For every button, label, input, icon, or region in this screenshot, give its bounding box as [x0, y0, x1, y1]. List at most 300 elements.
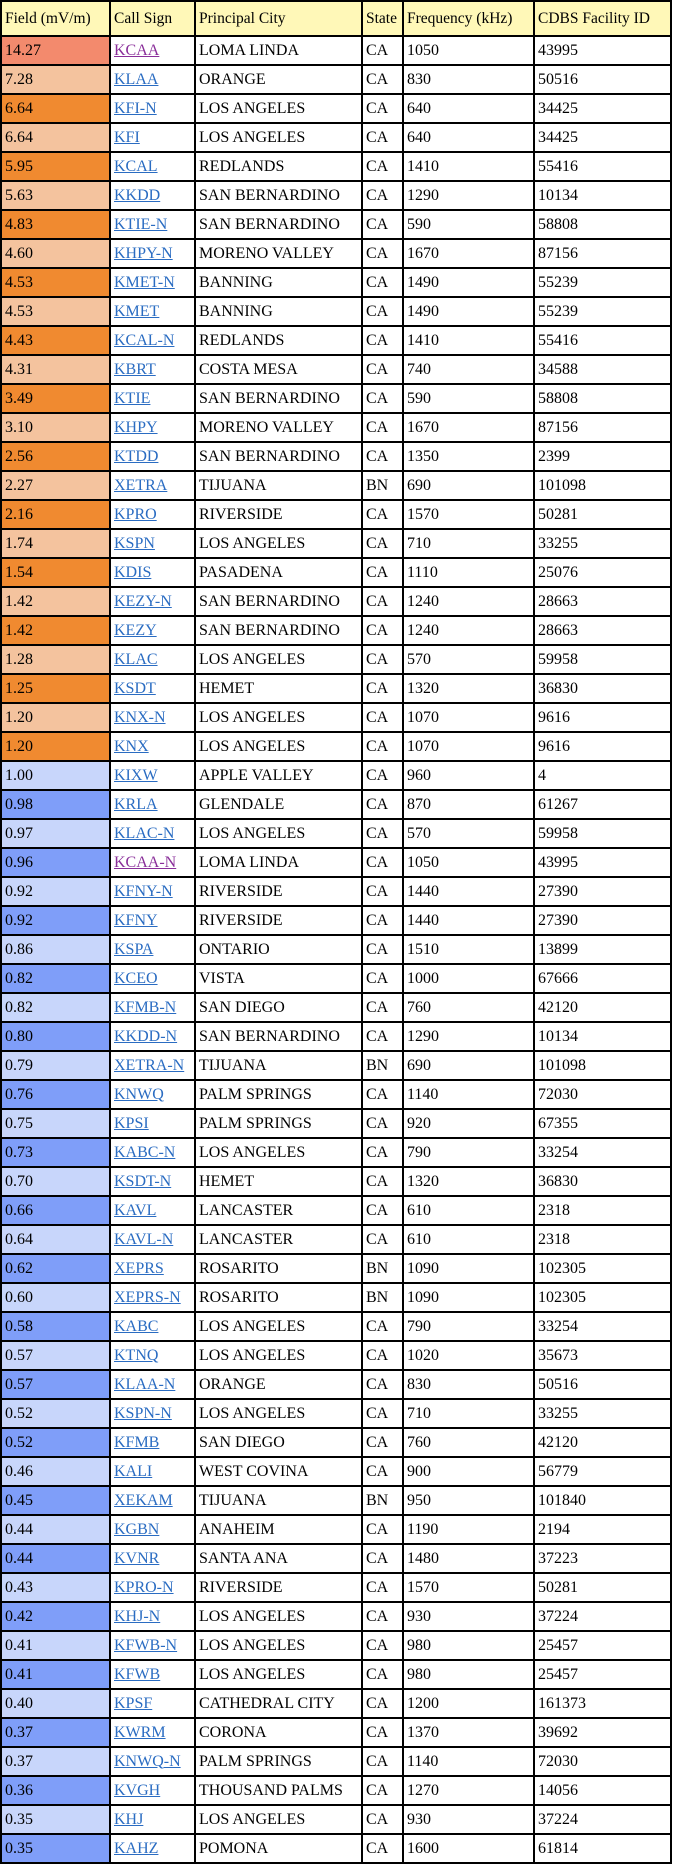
call-sign-link[interactable]: KFWB [114, 1665, 161, 1683]
state-cell: CA [362, 1834, 403, 1863]
call-sign-cell [110, 645, 195, 674]
frequency-cell: 830 [403, 1370, 534, 1399]
table-row [1, 210, 671, 239]
call-sign-cell [110, 94, 195, 123]
table-row [1, 1196, 671, 1225]
state-cell: CA [362, 1428, 403, 1457]
call-sign-link[interactable]: KDIS [114, 563, 152, 581]
state-cell: CA [362, 906, 403, 935]
cdbs-facility-id-cell: 87156 [534, 239, 671, 268]
call-sign-cell [110, 993, 195, 1022]
principal-city-cell: REDLANDS [195, 152, 362, 181]
frequency-cell: 1510 [403, 935, 534, 964]
state-cell: CA [362, 210, 403, 239]
principal-city-cell: RIVERSIDE [195, 500, 362, 529]
call-sign-link[interactable]: KPSI [114, 1114, 149, 1132]
field-strength-cell: 6.64 [1, 94, 110, 123]
call-sign-link[interactable]: KRLA [114, 795, 158, 813]
call-sign-link[interactable]: KAVL [114, 1201, 157, 1219]
frequency-cell: 1050 [403, 848, 534, 877]
call-sign-link[interactable]: KNWQ [114, 1085, 164, 1103]
frequency-cell: 1290 [403, 181, 534, 210]
state-cell: CA [362, 616, 403, 645]
table-row [1, 1167, 671, 1196]
frequency-cell: 1320 [403, 1167, 534, 1196]
call-sign-link[interactable]: XETRA [114, 476, 168, 494]
field-strength-cell: 0.40 [1, 1689, 110, 1718]
principal-city-cell: RIVERSIDE [195, 1573, 362, 1602]
call-sign-cell [110, 442, 195, 471]
principal-city-cell: LOS ANGELES [195, 1602, 362, 1631]
cdbs-facility-id-cell: 55416 [534, 152, 671, 181]
frequency-cell: 590 [403, 384, 534, 413]
table-row [1, 1486, 671, 1515]
call-sign-link[interactable]: KGBN [114, 1520, 160, 1538]
call-sign-link[interactable]: KHJ [114, 1810, 144, 1828]
table-row [1, 761, 671, 790]
frequency-cell: 1570 [403, 500, 534, 529]
call-sign-cell [110, 1312, 195, 1341]
field-strength-cell: 0.43 [1, 1573, 110, 1602]
call-sign-cell [110, 1660, 195, 1689]
field-strength-cell: 3.49 [1, 384, 110, 413]
call-sign-link[interactable]: XEPRS-N [114, 1288, 181, 1306]
call-sign-link[interactable]: KAHZ [114, 1839, 159, 1857]
call-sign-link[interactable]: KPRO [114, 505, 157, 523]
cdbs-facility-id-cell: 72030 [534, 1080, 671, 1109]
frequency-cell: 930 [403, 1602, 534, 1631]
principal-city-cell: SAN BERNARDINO [195, 616, 362, 645]
call-sign-cell [110, 1428, 195, 1457]
table-row [1, 471, 671, 500]
principal-city-cell: APPLE VALLEY [195, 761, 362, 790]
field-strength-cell: 0.92 [1, 877, 110, 906]
field-strength-cell: 1.42 [1, 587, 110, 616]
principal-city-cell: POMONA [195, 1834, 362, 1863]
call-sign-link[interactable]: KTIE [114, 389, 151, 407]
principal-city-cell: ORANGE [195, 1370, 362, 1399]
frequency-cell: 830 [403, 65, 534, 94]
call-sign-cell [110, 65, 195, 94]
call-sign-link[interactable]: KFNY-N [114, 882, 173, 900]
cdbs-facility-id-cell: 39692 [534, 1718, 671, 1747]
field-strength-cell: 0.66 [1, 1196, 110, 1225]
table-row [1, 1283, 671, 1312]
principal-city-cell: THOUSAND PALMS [195, 1776, 362, 1805]
frequency-cell: 760 [403, 993, 534, 1022]
state-cell: CA [362, 36, 403, 65]
table-row [1, 1573, 671, 1602]
principal-city-cell: SAN DIEGO [195, 993, 362, 1022]
cdbs-facility-id-cell: 10134 [534, 181, 671, 210]
call-sign-link[interactable]: KLAC-N [114, 824, 175, 842]
frequency-cell: 1200 [403, 1689, 534, 1718]
cdbs-facility-id-cell: 37223 [534, 1544, 671, 1573]
field-strength-cell: 0.60 [1, 1283, 110, 1312]
frequency-cell: 1140 [403, 1080, 534, 1109]
header-frequency: Frequency (kHz) [403, 1, 534, 36]
call-sign-cell [110, 471, 195, 500]
state-cell: CA [362, 442, 403, 471]
principal-city-cell: LOS ANGELES [195, 819, 362, 848]
cdbs-facility-id-cell: 101098 [534, 471, 671, 500]
table-row [1, 935, 671, 964]
frequency-cell: 1350 [403, 442, 534, 471]
call-sign-cell [110, 123, 195, 152]
call-sign-cell [110, 297, 195, 326]
frequency-cell: 640 [403, 123, 534, 152]
frequency-cell: 590 [403, 210, 534, 239]
state-cell: CA [362, 297, 403, 326]
frequency-cell: 960 [403, 761, 534, 790]
state-cell: CA [362, 268, 403, 297]
principal-city-cell: ANAHEIM [195, 1515, 362, 1544]
cdbs-facility-id-cell: 61267 [534, 790, 671, 819]
principal-city-cell: MORENO VALLEY [195, 413, 362, 442]
call-sign-link[interactable]: XETRA-N [114, 1056, 185, 1074]
field-strength-cell: 2.27 [1, 471, 110, 500]
cdbs-facility-id-cell: 161373 [534, 1689, 671, 1718]
field-strength-cell: 1.25 [1, 674, 110, 703]
field-strength-cell: 4.60 [1, 239, 110, 268]
principal-city-cell: LANCASTER [195, 1225, 362, 1254]
state-cell: CA [362, 1138, 403, 1167]
state-cell: CA [362, 326, 403, 355]
call-sign-link[interactable]: KHPY [114, 418, 158, 436]
cdbs-facility-id-cell: 67666 [534, 964, 671, 993]
call-sign-cell [110, 413, 195, 442]
field-strength-cell: 0.35 [1, 1805, 110, 1834]
call-sign-link[interactable]: KFNY [114, 911, 158, 929]
table-row [1, 442, 671, 471]
field-strength-cell: 0.52 [1, 1428, 110, 1457]
cdbs-facility-id-cell: 36830 [534, 1167, 671, 1196]
call-sign-link[interactable]: KEZY [114, 621, 157, 639]
frequency-cell: 690 [403, 1051, 534, 1080]
call-sign-cell [110, 732, 195, 761]
field-strength-cell: 0.45 [1, 1486, 110, 1515]
field-strength-cell: 4.83 [1, 210, 110, 239]
principal-city-cell: LOMA LINDA [195, 848, 362, 877]
table-row [1, 297, 671, 326]
frequency-cell: 1670 [403, 239, 534, 268]
field-strength-cell: 0.42 [1, 1602, 110, 1631]
frequency-cell: 1110 [403, 558, 534, 587]
call-sign-link[interactable]: KTNQ [114, 1346, 159, 1364]
field-strength-cell: 0.70 [1, 1167, 110, 1196]
frequency-cell: 710 [403, 1399, 534, 1428]
state-cell: CA [362, 1689, 403, 1718]
table-row [1, 1399, 671, 1428]
call-sign-link[interactable]: KSPN [114, 534, 155, 552]
call-sign-link[interactable]: KFMB-N [114, 998, 177, 1016]
field-strength-cell: 0.62 [1, 1254, 110, 1283]
cdbs-facility-id-cell: 72030 [534, 1747, 671, 1776]
state-cell: CA [362, 1341, 403, 1370]
frequency-cell: 790 [403, 1138, 534, 1167]
principal-city-cell: ONTARIO [195, 935, 362, 964]
frequency-cell: 1490 [403, 297, 534, 326]
call-sign-link[interactable]: KAVL-N [114, 1230, 174, 1248]
frequency-cell: 1140 [403, 1747, 534, 1776]
call-sign-cell [110, 1370, 195, 1399]
state-cell: BN [362, 1254, 403, 1283]
call-sign-cell [110, 1196, 195, 1225]
cdbs-facility-id-cell: 36830 [534, 674, 671, 703]
call-sign-link[interactable]: KCAL [114, 157, 158, 175]
call-sign-link[interactable]: KLAA [114, 70, 159, 88]
principal-city-cell: BANNING [195, 297, 362, 326]
call-sign-link[interactable]: KSPN-N [114, 1404, 172, 1422]
call-sign-link[interactable]: KPRO-N [114, 1578, 174, 1596]
cdbs-facility-id-cell: 101098 [534, 1051, 671, 1080]
principal-city-cell: PALM SPRINGS [195, 1747, 362, 1776]
cdbs-facility-id-cell: 58808 [534, 210, 671, 239]
field-strength-cell: 2.56 [1, 442, 110, 471]
cdbs-facility-id-cell: 61814 [534, 1834, 671, 1863]
call-sign-cell [110, 1254, 195, 1283]
call-sign-cell [110, 558, 195, 587]
table-row [1, 529, 671, 558]
cdbs-facility-id-cell: 34425 [534, 123, 671, 152]
cdbs-facility-id-cell: 2194 [534, 1515, 671, 1544]
call-sign-link[interactable]: XEKAM [114, 1491, 173, 1509]
table-row [1, 1776, 671, 1805]
state-cell: CA [362, 1544, 403, 1573]
field-strength-cell: 1.74 [1, 529, 110, 558]
table-row [1, 877, 671, 906]
state-cell: CA [362, 1660, 403, 1689]
principal-city-cell: SAN BERNARDINO [195, 210, 362, 239]
principal-city-cell: LOS ANGELES [195, 1660, 362, 1689]
cdbs-facility-id-cell: 9616 [534, 703, 671, 732]
state-cell: CA [362, 1718, 403, 1747]
call-sign-link[interactable]: KABC [114, 1317, 159, 1335]
state-cell: CA [362, 1573, 403, 1602]
table-row [1, 1544, 671, 1573]
call-sign-link[interactable]: KPSF [114, 1694, 153, 1712]
field-strength-cell: 4.53 [1, 268, 110, 297]
frequency-cell: 950 [403, 1486, 534, 1515]
call-sign-cell [110, 790, 195, 819]
call-sign-link[interactable]: KWRM [114, 1723, 166, 1741]
state-cell: CA [362, 877, 403, 906]
principal-city-cell: WEST COVINA [195, 1457, 362, 1486]
call-sign-link[interactable]: KTIE-N [114, 215, 168, 233]
call-sign-link[interactable]: KSDT-N [114, 1172, 172, 1190]
call-sign-link[interactable]: KLAA-N [114, 1375, 176, 1393]
state-cell: CA [362, 355, 403, 384]
cdbs-facility-id-cell: 43995 [534, 36, 671, 65]
field-strength-cell: 0.57 [1, 1370, 110, 1399]
call-sign-cell [110, 181, 195, 210]
call-sign-link[interactable]: XEPRS [114, 1259, 164, 1277]
table-row [1, 268, 671, 297]
frequency-cell: 610 [403, 1225, 534, 1254]
cdbs-facility-id-cell: 13899 [534, 935, 671, 964]
table-row [1, 993, 671, 1022]
cdbs-facility-id-cell: 102305 [534, 1254, 671, 1283]
principal-city-cell: PALM SPRINGS [195, 1109, 362, 1138]
principal-city-cell: ORANGE [195, 65, 362, 94]
call-sign-link[interactable]: KVNR [114, 1549, 160, 1567]
cdbs-facility-id-cell: 43995 [534, 848, 671, 877]
principal-city-cell: LOS ANGELES [195, 123, 362, 152]
call-sign-link[interactable]: KKDD-N [114, 1027, 178, 1045]
state-cell: CA [362, 1370, 403, 1399]
field-strength-cell: 2.16 [1, 500, 110, 529]
call-sign-cell [110, 1399, 195, 1428]
principal-city-cell: LOS ANGELES [195, 529, 362, 558]
state-cell: BN [362, 1283, 403, 1312]
call-sign-link[interactable]: KNX-N [114, 708, 166, 726]
state-cell: CA [362, 1225, 403, 1254]
table-row [1, 94, 671, 123]
frequency-cell: 570 [403, 645, 534, 674]
field-strength-cell: 5.95 [1, 152, 110, 181]
call-sign-cell [110, 36, 195, 65]
state-cell: CA [362, 761, 403, 790]
frequency-cell: 1410 [403, 152, 534, 181]
call-sign-link[interactable]: KSPA [114, 940, 154, 958]
principal-city-cell: REDLANDS [195, 326, 362, 355]
call-sign-link[interactable]: KEZY-N [114, 592, 172, 610]
principal-city-cell: SAN BERNARDINO [195, 442, 362, 471]
frequency-cell: 1480 [403, 1544, 534, 1573]
call-sign-cell [110, 935, 195, 964]
table-row [1, 1834, 671, 1863]
state-cell: CA [362, 1805, 403, 1834]
state-cell: CA [362, 1602, 403, 1631]
state-cell: CA [362, 587, 403, 616]
cdbs-facility-id-cell: 28663 [534, 587, 671, 616]
call-sign-link[interactable]: KVGH [114, 1781, 161, 1799]
principal-city-cell: TIJUANA [195, 471, 362, 500]
table-row [1, 1080, 671, 1109]
call-sign-cell [110, 819, 195, 848]
field-strength-cell: 7.28 [1, 65, 110, 94]
principal-city-cell: SAN BERNARDINO [195, 181, 362, 210]
field-strength-cell: 0.36 [1, 1776, 110, 1805]
call-sign-cell [110, 500, 195, 529]
cdbs-facility-id-cell: 59958 [534, 645, 671, 674]
state-cell: CA [362, 1109, 403, 1138]
call-sign-cell [110, 529, 195, 558]
call-sign-link[interactable]: KNX [114, 737, 149, 755]
state-cell: CA [362, 1167, 403, 1196]
state-cell: CA [362, 1022, 403, 1051]
call-sign-link[interactable]: KNWQ-N [114, 1752, 181, 1770]
principal-city-cell: SAN BERNARDINO [195, 384, 362, 413]
frequency-cell: 1240 [403, 587, 534, 616]
call-sign-link[interactable]: KMET-N [114, 273, 175, 291]
frequency-cell: 1290 [403, 1022, 534, 1051]
cdbs-facility-id-cell: 14056 [534, 1776, 671, 1805]
state-cell: CA [362, 1747, 403, 1776]
call-sign-link[interactable]: KCEO [114, 969, 158, 987]
call-sign-link[interactable]: KMET [114, 302, 160, 320]
frequency-cell: 760 [403, 1428, 534, 1457]
principal-city-cell: TIJUANA [195, 1486, 362, 1515]
call-sign-cell [110, 1051, 195, 1080]
field-strength-cell: 3.10 [1, 413, 110, 442]
field-strength-cell: 0.44 [1, 1544, 110, 1573]
call-sign-link[interactable]: KCAA [114, 41, 160, 59]
call-sign-link[interactable]: KABC-N [114, 1143, 176, 1161]
table-row [1, 1689, 671, 1718]
table-row [1, 355, 671, 384]
call-sign-link[interactable]: KHJ-N [114, 1607, 161, 1625]
call-sign-cell [110, 964, 195, 993]
frequency-cell: 1090 [403, 1283, 534, 1312]
table-row [1, 413, 671, 442]
cdbs-facility-id-cell: 4 [534, 761, 671, 790]
state-cell: CA [362, 1399, 403, 1428]
call-sign-cell [110, 1573, 195, 1602]
field-strength-cell: 0.75 [1, 1109, 110, 1138]
call-sign-link[interactable]: KKDD [114, 186, 161, 204]
principal-city-cell: RIVERSIDE [195, 877, 362, 906]
call-sign-cell [110, 1776, 195, 1805]
state-cell: CA [362, 790, 403, 819]
cdbs-facility-id-cell: 37224 [534, 1805, 671, 1834]
field-strength-cell: 6.64 [1, 123, 110, 152]
table-row [1, 1109, 671, 1138]
call-sign-link[interactable]: KALI [114, 1462, 153, 1480]
call-sign-link[interactable]: KFI [114, 128, 140, 146]
call-sign-cell [110, 268, 195, 297]
call-sign-cell [110, 616, 195, 645]
call-sign-cell [110, 848, 195, 877]
call-sign-link[interactable]: KLAC [114, 650, 158, 668]
call-sign-cell [110, 152, 195, 181]
cdbs-facility-id-cell: 33254 [534, 1138, 671, 1167]
cdbs-facility-id-cell: 2318 [534, 1225, 671, 1254]
call-sign-link[interactable]: KCAL-N [114, 331, 175, 349]
frequency-cell: 900 [403, 1457, 534, 1486]
table-row [1, 616, 671, 645]
call-sign-link[interactable]: KSDT [114, 679, 156, 697]
principal-city-cell: ROSARITO [195, 1283, 362, 1312]
table-row [1, 65, 671, 94]
cdbs-facility-id-cell: 50281 [534, 500, 671, 529]
call-sign-link[interactable]: KFI-N [114, 99, 157, 117]
call-sign-link[interactable]: KCAA-N [114, 853, 177, 871]
state-cell: CA [362, 645, 403, 674]
principal-city-cell: GLENDALE [195, 790, 362, 819]
call-sign-link[interactable]: KIXW [114, 766, 158, 784]
cdbs-facility-id-cell: 58808 [534, 384, 671, 413]
field-strength-cell: 1.00 [1, 761, 110, 790]
principal-city-cell: LOS ANGELES [195, 1805, 362, 1834]
call-sign-link[interactable]: KFWB-N [114, 1636, 178, 1654]
call-sign-link[interactable]: KHPY-N [114, 244, 173, 262]
call-sign-link[interactable]: KTDD [114, 447, 159, 465]
cdbs-facility-id-cell: 25457 [534, 1631, 671, 1660]
frequency-cell: 1320 [403, 674, 534, 703]
principal-city-cell: LANCASTER [195, 1196, 362, 1225]
principal-city-cell: SANTA ANA [195, 1544, 362, 1573]
header-row [1, 1, 671, 36]
call-sign-link[interactable]: KBRT [114, 360, 156, 378]
call-sign-cell [110, 384, 195, 413]
call-sign-link[interactable]: KFMB [114, 1433, 160, 1451]
state-cell: BN [362, 1486, 403, 1515]
state-cell: CA [362, 1196, 403, 1225]
frequency-cell: 690 [403, 471, 534, 500]
state-cell: CA [362, 529, 403, 558]
field-strength-cell: 0.97 [1, 819, 110, 848]
